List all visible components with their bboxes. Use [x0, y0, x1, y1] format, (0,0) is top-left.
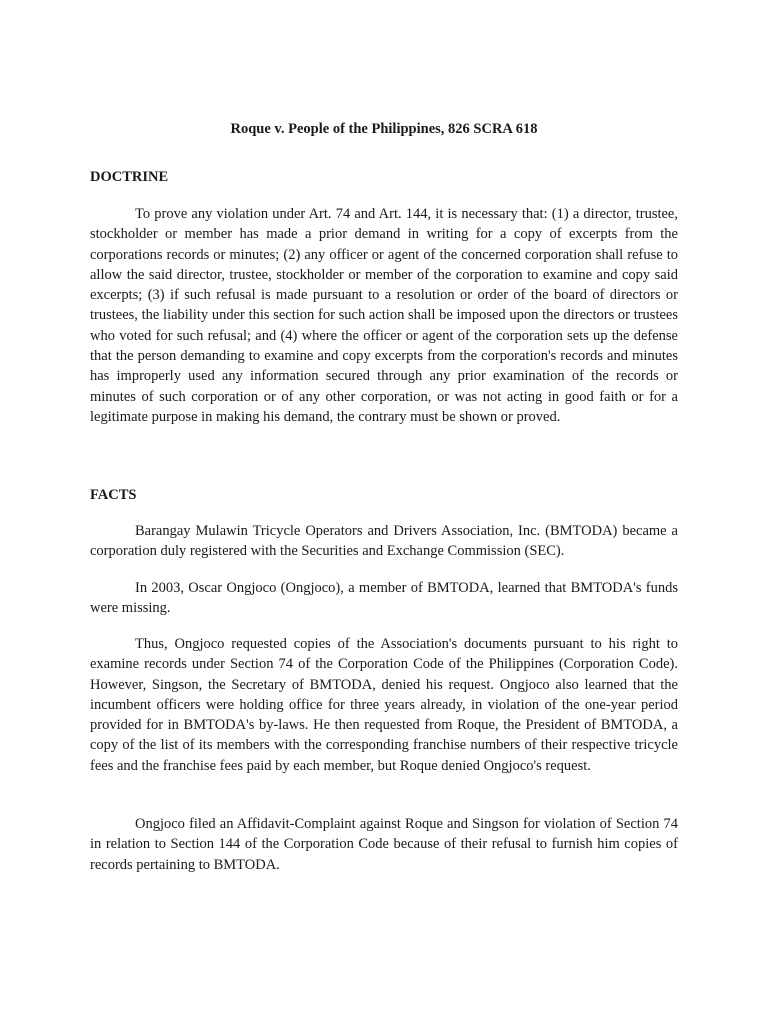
facts-paragraph-1: Barangay Mulawin Tricycle Operators and Drivers Association, Inc. (BMTODA) became a corporation duly registered with the Securities and Exchange Commission (SEC). [90, 523, 678, 560]
facts-heading: FACTS [90, 487, 137, 503]
facts-paragraph-4: Ongjoco filed an Affidavit-Complaint against Roque and Singson for violation of Section 74 in relation to Section 144 of the Corporation Code because of their refusal to furnish him copies of records pertaining to BMTODA. [90, 816, 678, 873]
doctrine-paragraph: To prove any violation under Art. 74 and Art. 144, it is necessary that: (1) a director, trustee, stockholder or member has made a prior demand in writing for a copy of excerpts from the corporations records or minutes; (2) any officer or agent of the concerned corporation shall refuse to allow the said director, trustee, stockholder or member of the corporation to examine and copy said excerpts; (3) if such refusal is made pursuant to a resolution or order of the board of directors or trustees, the liability under this section for such action shall be imposed upon the directors or trustees who voted for such refusal; and (4) where the officer or agent of the corporation sets up the defense that the person demanding to examine and copy excerpts from the corporation's records and minutes has improperly used any information secured through any prior examination of the records or minutes of such corporation or of any other corporation, or was not acting in good faith or for a legitimate purpose in making his demand, the contrary must be shown or proved. [90, 206, 678, 425]
page-title: Roque v. People of the Philippines, 826 SCRA 618 [230, 121, 538, 137]
facts-paragraph-2: In 2003, Oscar Ongjoco (Ongjoco), a member of BMTODA, learned that BMTODA's funds were missing. [90, 580, 678, 617]
doctrine-heading: DOCTRINE [90, 169, 169, 185]
facts-paragraph-3: Thus, Ongjoco requested copies of the Association's documents pursuant to his right to examine records under Section 74 of the Corporation Code of the Philippines (Corporation Code). However, Singson, the Secretary of BMTODA, denied his request. Ongjoco also learned that the incumbent officers were holding office for three years already, in violation of the one-year period provided for in BMTODA's by-laws. He then requested from Roque, the President of BMTODA, a copy of the list of its members with the corresponding franchise numbers of their respective tricycle fees and the franchise fees paid by each member, but Roque denied Ongjoco's request. [90, 636, 678, 774]
